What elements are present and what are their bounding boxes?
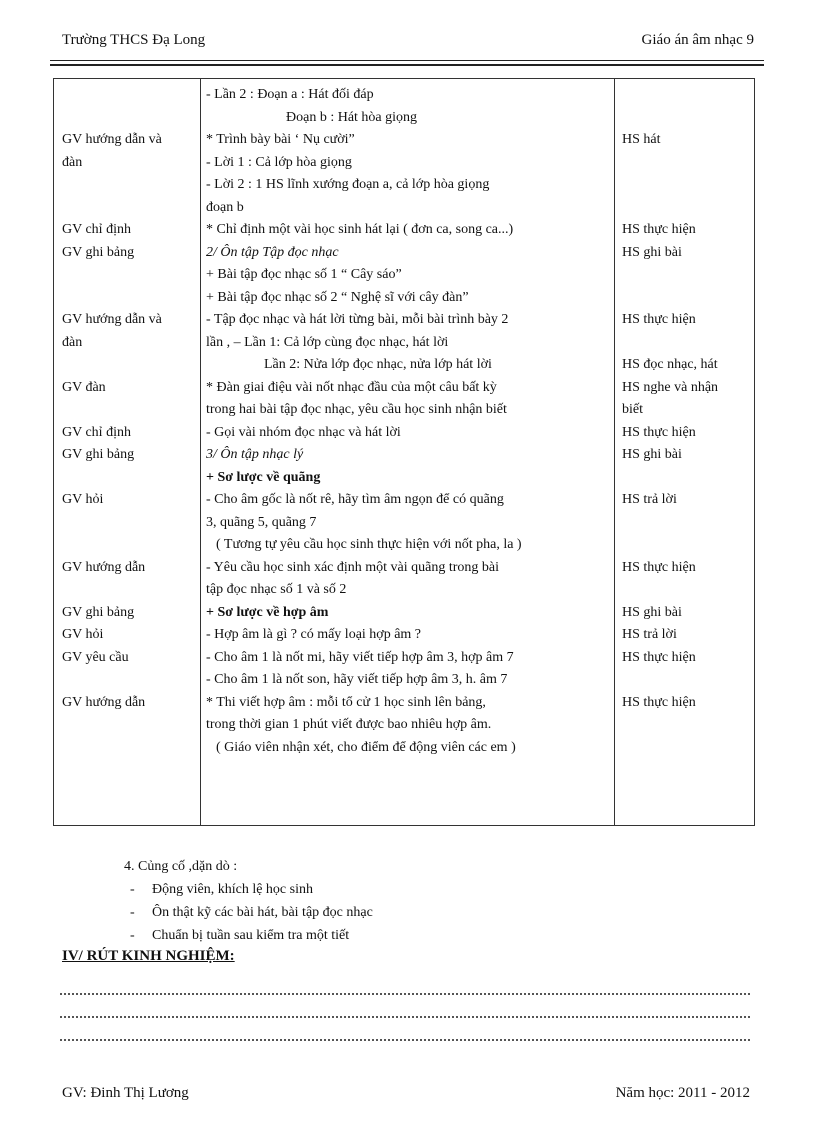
teacher-cell: GV chỉ định (62, 222, 131, 237)
teacher-cell (62, 107, 197, 130)
teacher-cell: GV hướng dẫn và (62, 132, 162, 147)
teacher-cell (62, 669, 197, 692)
teacher-cell (62, 579, 197, 602)
experience-heading: IV/ RÚT KINH NGHIỆM: (62, 948, 235, 964)
dotted-line (60, 1039, 750, 1041)
dotted-line (60, 1016, 750, 1018)
dotted-line (60, 993, 750, 995)
teacher-cell: đàn (62, 334, 83, 350)
teacher-cell: GV đàn (62, 379, 106, 395)
student-cell: HS đọc nhạc, hát (622, 357, 718, 372)
teacher-cell (62, 467, 197, 490)
student-cell: HS ghi bài (622, 244, 682, 260)
teacher-cell (62, 84, 197, 107)
consolidation-item: - Chuẩn bị tuần sau kiểm tra một tiết (124, 924, 373, 947)
teacher-cell: GV hỏi (62, 627, 104, 642)
teacher-cell (62, 354, 197, 377)
content-line: * Đàn giai điệu vài nốt nhạc đầu của một câu bất kỳ (206, 379, 497, 395)
teacher-cell: GV ghi bảng (62, 604, 135, 620)
content-line: - Hợp âm là gì ? có mấy loại hợp âm ? (206, 627, 422, 642)
content-line: - Yêu cầu học sinh xác định một vài quãng trong bài (206, 559, 500, 575)
student-cell: HS thực hiện (622, 559, 696, 575)
section-heading: 3/ Ôn tập nhạc lý (206, 447, 304, 462)
column-divider (614, 79, 615, 825)
content-line: * Thi viết hợp âm : mỗi tổ cử 1 học sinh lên bảng, (206, 694, 486, 710)
teacher-cell: GV chỉ định (62, 424, 131, 440)
content-line: - Cho âm 1 là nốt son, hãy viết tiếp hợp âm 3, h. âm 7 (206, 672, 508, 687)
teacher-cell (62, 197, 197, 220)
student-cell: HS thực hiện (622, 649, 696, 665)
content-line: - Gọi vài nhóm đọc nhạc và hát lời (206, 424, 401, 440)
header-rule-thin (50, 60, 764, 61)
student-cell: HS trả lời (622, 627, 677, 642)
teacher-cell: GV hỏi (62, 492, 104, 507)
consolidation-title: 4. Củng cố ,dặn dò : (124, 859, 238, 874)
content-line: - Lời 2 : 1 HS lĩnh xướng đoạn a, cả lớp hòa giọng (206, 177, 490, 192)
teacher-cell (62, 287, 197, 310)
teacher-cell: đàn (62, 154, 83, 170)
content-line: - Lời 1 : Cả lớp hòa giọng (206, 154, 352, 170)
teacher-cell (62, 399, 197, 422)
school-year: Năm học: 2011 - 2012 (615, 1085, 750, 1101)
teacher-cell (62, 264, 197, 287)
teacher-cell (62, 512, 197, 535)
consolidation-section (124, 855, 373, 947)
content-line: - Cho âm gốc là nốt rê, hãy tìm âm ngọn để có quãng (206, 492, 504, 507)
teacher-cell: GV hướng dẫn và (62, 312, 162, 327)
teacher-cell: GV yêu cầu (62, 649, 129, 665)
consolidation-item: - Ôn thật kỹ các bài hát, bài tập đọc nhạc (124, 901, 373, 924)
content-line: tập đọc nhạc số 1 và số 2 (206, 582, 347, 597)
content-line: trong thời gian 1 phút viết được bao nhiêu hợp âm. (206, 717, 492, 732)
teacher-cell (62, 174, 197, 197)
content-line: * Chỉ định một vài học sinh hát lại ( đơn ca, song ca...) (206, 222, 514, 237)
content-line: + Bài tập đọc nhạc số 2 “ Nghệ sĩ với cây đàn” (206, 289, 469, 305)
teacher-activity-column (62, 84, 197, 714)
teacher-cell: GV hướng dẫn (62, 559, 146, 575)
content-line: lần , – Lần 1: Cả lớp cùng đọc nhạc, hát lời (206, 334, 449, 350)
section-heading: 2/ Ôn tập Tập đọc nhạc (206, 244, 339, 260)
page-header (62, 32, 754, 52)
subsection-heading: + Sơ lược về quãng (206, 469, 321, 485)
student-cell: HS trả lời (622, 492, 677, 507)
content-line: ( Giáo viên nhận xét, cho điểm để động viên các em ) (216, 739, 516, 755)
teacher-cell: GV hướng dẫn (62, 694, 146, 710)
student-cell: HS nghe và nhận (622, 379, 719, 395)
subsection-heading: + Sơ lược về hợp âm (206, 604, 329, 620)
student-cell: HS thực hiện (622, 424, 696, 440)
school-name: Trường THCS Đạ Long (62, 32, 206, 48)
consolidation-item: - Động viên, khích lệ học sinh (124, 878, 373, 901)
content-line: trong hai bài tập đọc nhạc, yêu cầu học sinh nhận biết (206, 402, 507, 417)
student-cell: HS ghi bài (622, 447, 682, 462)
content-column (206, 84, 611, 759)
teacher-cell: GV ghi bảng (62, 447, 135, 462)
student-cell: HS thực hiện (622, 694, 696, 710)
content-line: 3, quãng 5, quãng 7 (206, 514, 317, 530)
subject-title: Giáo án âm nhạc 9 (641, 32, 754, 48)
content-line: ( Tương tự yêu cầu học sinh thực hiện với nốt pha, la ) (216, 537, 522, 552)
content-line: Đoạn b : Hát hòa giọng (286, 109, 418, 125)
teacher-cell (62, 534, 197, 557)
content-line: * Trình bày bài ‘ Nụ cười” (206, 132, 355, 147)
lesson-table (53, 78, 755, 826)
student-cell: biết (622, 402, 643, 417)
column-divider (200, 79, 201, 825)
content-line: - Tập đọc nhạc và hát lời từng bài, mỗi bài trình bày 2 (206, 312, 509, 327)
content-line: đoạn b (206, 199, 244, 215)
student-activity-column (622, 84, 752, 714)
teacher-name: GV: Đinh Thị Lương (62, 1085, 189, 1101)
content-line: + Bài tập đọc nhạc số 1 “ Cây sáo” (206, 267, 402, 282)
teacher-cell: GV ghi bảng (62, 244, 135, 260)
content-line: - Cho âm 1 là nốt mi, hãy viết tiếp hợp âm 3, hợp âm 7 (206, 649, 514, 665)
content-line: Lần 2: Nửa lớp đọc nhạc, nửa lớp hát lời (264, 357, 492, 372)
student-cell: HS thực hiện (622, 312, 696, 327)
header-rule-thick (50, 64, 764, 66)
student-cell: HS ghi bài (622, 604, 682, 620)
student-cell: HS thực hiện (622, 222, 696, 237)
student-cell: HS hát (622, 132, 661, 147)
content-line: - Lần 2 : Đoạn a : Hát đối đáp (206, 87, 374, 102)
